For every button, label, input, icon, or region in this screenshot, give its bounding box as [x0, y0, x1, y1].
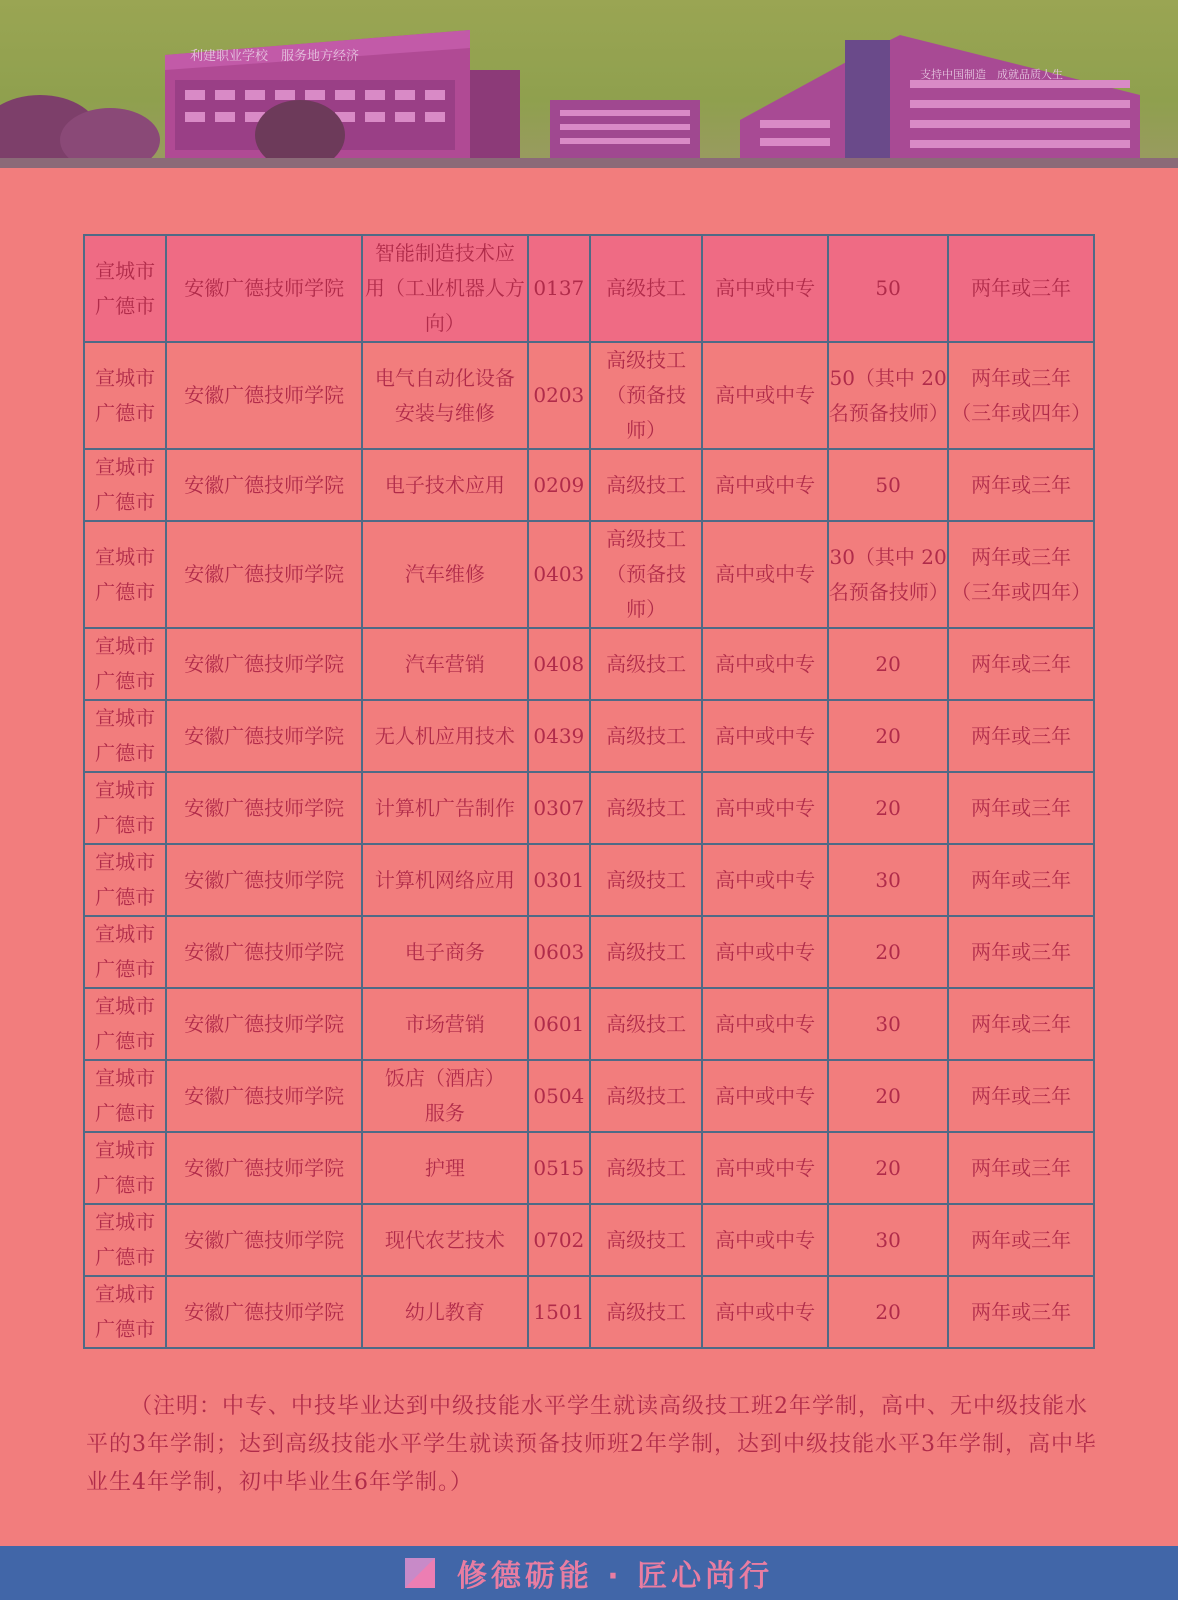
note-paragraph: （注明：中专、中技毕业达到中级技能水平学生就读高级技工班2年学制，高中、无中级技能水平的3年学制；达到高级技能水平学生就读预备技师班2年学制，达到中级技能水平3年学制，高中毕业生4年学制，初中毕业生6年学制。） [86, 1394, 1097, 1495]
cell-requirement: 高中或中专 [702, 521, 827, 628]
cell-city: 宣城市 广德市 [84, 521, 166, 628]
cell-duration: 两年或三年 [948, 449, 1094, 521]
table-row [84, 521, 1094, 628]
cell-level: 高级技工 [590, 700, 702, 772]
campus-banner [0, 0, 1178, 168]
cell-school: 安徽广德技师学院 [166, 1060, 362, 1132]
cell-code: 0702 [528, 1204, 590, 1276]
cell-code: 0504 [528, 1060, 590, 1132]
cell-level: 高级技工 [590, 844, 702, 916]
cell-code: 0601 [528, 988, 590, 1060]
table-row [84, 700, 1094, 772]
cell-code: 0603 [528, 916, 590, 988]
cell-quota: 20 [828, 1132, 948, 1204]
cell-level: 高级技工 [590, 1276, 702, 1348]
cell-quota: 30（其中 20 名预备技师） [828, 521, 948, 628]
cell-city: 宣城市 广德市 [84, 1204, 166, 1276]
cell-city: 宣城市 广德市 [84, 1060, 166, 1132]
cell-duration: 两年或三年 [948, 700, 1094, 772]
cell-school: 安徽广德技师学院 [166, 700, 362, 772]
cell-quota: 30 [828, 844, 948, 916]
table-row [84, 988, 1094, 1060]
cell-major: 现代农艺技术 [362, 1204, 528, 1276]
admissions-table-body [84, 235, 1094, 1348]
admissions-table-container [83, 234, 1095, 1349]
cell-duration: 两年或三年 [948, 628, 1094, 700]
cell-quota: 20 [828, 1060, 948, 1132]
left-building-sign: 利建职业学校 服务地方经济 [190, 49, 360, 64]
cell-requirement: 高中或中专 [702, 449, 827, 521]
table-row [84, 628, 1094, 700]
cell-duration: 两年或三年 [948, 844, 1094, 916]
cell-requirement: 高中或中专 [702, 772, 827, 844]
cell-requirement: 高中或中专 [702, 844, 827, 916]
cell-code: 0307 [528, 772, 590, 844]
cell-city: 宣城市 广德市 [84, 628, 166, 700]
cell-code: 0515 [528, 1132, 590, 1204]
cell-requirement: 高中或中专 [702, 1276, 827, 1348]
cell-major: 电子商务 [362, 916, 528, 988]
table-row [84, 1132, 1094, 1204]
cell-city: 宣城市 广德市 [84, 342, 166, 449]
cell-code: 1501 [528, 1276, 590, 1348]
cell-city: 宣城市 广德市 [84, 772, 166, 844]
cell-requirement: 高中或中专 [702, 235, 827, 342]
table-row [84, 235, 1094, 342]
cell-requirement: 高中或中专 [702, 1132, 827, 1204]
cell-major: 护理 [362, 1132, 528, 1204]
cell-duration: 两年或三年 [948, 1060, 1094, 1132]
cell-school: 安徽广德技师学院 [166, 449, 362, 521]
cell-level: 高级技工 [590, 235, 702, 342]
cell-major: 饭店（酒店） 服务 [362, 1060, 528, 1132]
table-row [84, 772, 1094, 844]
cell-quota: 20 [828, 916, 948, 988]
cell-quota: 50 [828, 235, 948, 342]
cell-requirement: 高中或中专 [702, 700, 827, 772]
table-row [84, 342, 1094, 449]
table-row [84, 844, 1094, 916]
cell-school: 安徽广德技师学院 [166, 628, 362, 700]
cell-school: 安徽广德技师学院 [166, 916, 362, 988]
cell-school: 安徽广德技师学院 [166, 988, 362, 1060]
table-row [84, 916, 1094, 988]
table-row [84, 1276, 1094, 1348]
cell-quota: 20 [828, 772, 948, 844]
campus-buildings-illustration [0, 0, 1178, 168]
cell-school: 安徽广德技师学院 [166, 1132, 362, 1204]
cell-quota: 20 [828, 700, 948, 772]
cell-major: 智能制造技术应 用（工业机器人方 向） [362, 235, 528, 342]
cell-city: 宣城市 广德市 [84, 844, 166, 916]
cell-duration: 两年或三年 [948, 772, 1094, 844]
cell-code: 0137 [528, 235, 590, 342]
cell-city: 宣城市 广德市 [84, 235, 166, 342]
footer-square-icon [405, 1558, 435, 1588]
cell-level: 高级技工 [590, 628, 702, 700]
cell-school: 安徽广德技师学院 [166, 1276, 362, 1348]
cell-major: 市场营销 [362, 988, 528, 1060]
cell-code: 0408 [528, 628, 590, 700]
cell-level: 高级技工 [590, 1204, 702, 1276]
cell-major: 计算机广告制作 [362, 772, 528, 844]
cell-school: 安徽广德技师学院 [166, 844, 362, 916]
table-row [84, 1060, 1094, 1132]
cell-school: 安徽广德技师学院 [166, 772, 362, 844]
cell-major: 电子技术应用 [362, 449, 528, 521]
cell-duration: 两年或三年 （三年或四年） [948, 342, 1094, 449]
cell-major: 计算机网络应用 [362, 844, 528, 916]
cell-school: 安徽广德技师学院 [166, 1204, 362, 1276]
cell-requirement: 高中或中专 [702, 1060, 827, 1132]
cell-requirement: 高中或中专 [702, 628, 827, 700]
cell-quota: 20 [828, 1276, 948, 1348]
cell-duration: 两年或三年 [948, 916, 1094, 988]
admissions-table [83, 234, 1095, 1349]
cell-duration: 两年或三年 [948, 235, 1094, 342]
right-building-sign: 支持中国制造 成就品质人生 [920, 68, 1063, 81]
cell-city: 宣城市 广德市 [84, 916, 166, 988]
cell-requirement: 高中或中专 [702, 916, 827, 988]
cell-level: 高级技工 （预备技 师） [590, 521, 702, 628]
footer-bar [0, 1546, 1178, 1600]
cell-code: 0203 [528, 342, 590, 449]
cell-city: 宣城市 广德市 [84, 1132, 166, 1204]
cell-major: 幼儿教育 [362, 1276, 528, 1348]
cell-school: 安徽广德技师学院 [166, 521, 362, 628]
cell-duration: 两年或三年 [948, 1276, 1094, 1348]
cell-requirement: 高中或中专 [702, 342, 827, 449]
cell-major: 电气自动化设备 安装与维修 [362, 342, 528, 449]
cell-level: 高级技工 [590, 772, 702, 844]
cell-code: 0209 [528, 449, 590, 521]
cell-school: 安徽广德技师学院 [166, 342, 362, 449]
cell-level: 高级技工 [590, 449, 702, 521]
cell-major: 汽车维修 [362, 521, 528, 628]
cell-quota: 20 [828, 628, 948, 700]
table-row [84, 449, 1094, 521]
cell-major: 汽车营销 [362, 628, 528, 700]
cell-city: 宣城市 广德市 [84, 1276, 166, 1348]
cell-level: 高级技工 [590, 916, 702, 988]
cell-code: 0439 [528, 700, 590, 772]
cell-city: 宣城市 广德市 [84, 700, 166, 772]
cell-level: 高级技工 [590, 1060, 702, 1132]
cell-city: 宣城市 广德市 [84, 988, 166, 1060]
cell-code: 0301 [528, 844, 590, 916]
cell-city: 宣城市 广德市 [84, 449, 166, 521]
footer-slogan: 修德砺能 · 匠心尚行 [456, 1559, 774, 1594]
cell-duration: 两年或三年 [948, 988, 1094, 1060]
cell-quota: 30 [828, 1204, 948, 1276]
cell-requirement: 高中或中专 [702, 1204, 827, 1276]
cell-duration: 两年或三年 [948, 1204, 1094, 1276]
cell-duration: 两年或三年 [948, 1132, 1094, 1204]
cell-duration: 两年或三年 （三年或四年） [948, 521, 1094, 628]
cell-level: 高级技工 （预备技 师） [590, 342, 702, 449]
cell-quota: 30 [828, 988, 948, 1060]
cell-level: 高级技工 [590, 1132, 702, 1204]
cell-code: 0403 [528, 521, 590, 628]
cell-level: 高级技工 [590, 988, 702, 1060]
cell-school: 安徽广德技师学院 [166, 235, 362, 342]
cell-requirement: 高中或中专 [702, 988, 827, 1060]
table-row [84, 1204, 1094, 1276]
cell-major: 无人机应用技术 [362, 700, 528, 772]
cell-quota: 50 [828, 449, 948, 521]
cell-quota: 50（其中 20 名预备技师） [828, 342, 948, 449]
